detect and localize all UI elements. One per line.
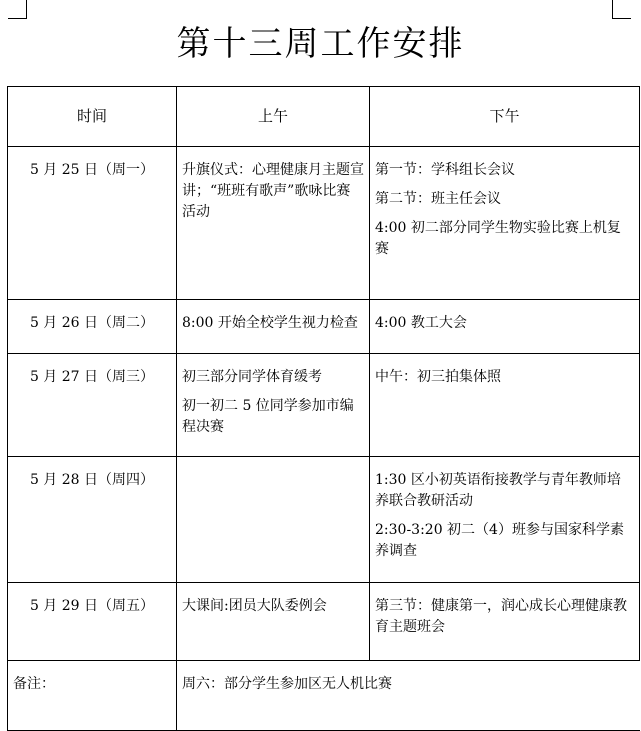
crop-mark-top-left	[8, 0, 27, 19]
row-morning	[177, 354, 370, 457]
afternoon-item: 4:00 初二部分同学生物实验比赛上机复赛	[375, 220, 621, 257]
table-row	[8, 354, 640, 457]
note-row	[8, 661, 640, 731]
row-time: 5 月 29 日（周五）	[8, 583, 177, 661]
afternoon-item: 第一节：学科组长会议	[375, 162, 515, 178]
afternoon-item: 中午：初三拍集体照	[375, 369, 501, 385]
afternoon-item: 4:00 教工大会	[375, 315, 467, 331]
afternoon-item: 2:30-3:20 初二（4）班参与国家科学素养调查	[375, 522, 624, 559]
row-morning	[177, 147, 370, 300]
morning-item: 升旗仪式：心理健康月主题宣讲；“班班有歌声”歌咏比赛活动	[182, 162, 364, 220]
row-morning	[177, 457, 370, 583]
crop-mark-top-right	[612, 0, 631, 19]
afternoon-item: 第三节：健康第一，润心成长心理健康教育主题班会	[375, 598, 627, 635]
table-row	[8, 147, 640, 300]
page-title: 第十三周工作安排	[176, 24, 465, 64]
row-afternoon	[370, 583, 640, 661]
row-morning	[177, 300, 370, 354]
morning-item: 大课间:团员大队委例会	[182, 598, 327, 614]
row-morning	[177, 583, 370, 661]
schedule-table	[7, 86, 640, 731]
row-afternoon	[370, 457, 640, 583]
row-afternoon	[370, 354, 640, 457]
table-row	[8, 300, 640, 354]
row-time: 5 月 25 日（周一）	[8, 147, 177, 300]
header-morning: 上午	[177, 87, 370, 147]
afternoon-item: 第二节：班主任会议	[375, 191, 501, 207]
row-time: 5 月 28 日（周四）	[8, 457, 177, 583]
table-row	[8, 457, 640, 583]
row-time: 5 月 27 日（周三）	[8, 354, 177, 457]
morning-item: 8:00 开始全校学生视力检查	[182, 315, 358, 331]
afternoon-item: 1:30 区小初英语衔接教学与青年教师培养联合教研活动	[375, 472, 621, 509]
row-afternoon	[370, 300, 640, 354]
row-afternoon	[370, 147, 640, 300]
header-time: 时间	[8, 87, 177, 147]
morning-item: 初三部分同学体育缓考	[182, 369, 322, 385]
row-time: 5 月 26 日（周二）	[8, 300, 177, 354]
note-label: 备注：	[8, 661, 177, 731]
table-row	[8, 583, 640, 661]
header-row	[8, 87, 640, 147]
header-afternoon: 下午	[370, 87, 640, 147]
morning-item: 初一初二 5 位同学参加市编程决赛	[182, 398, 354, 435]
note-text: 周六：部分学生参加区无人机比赛	[177, 661, 640, 731]
